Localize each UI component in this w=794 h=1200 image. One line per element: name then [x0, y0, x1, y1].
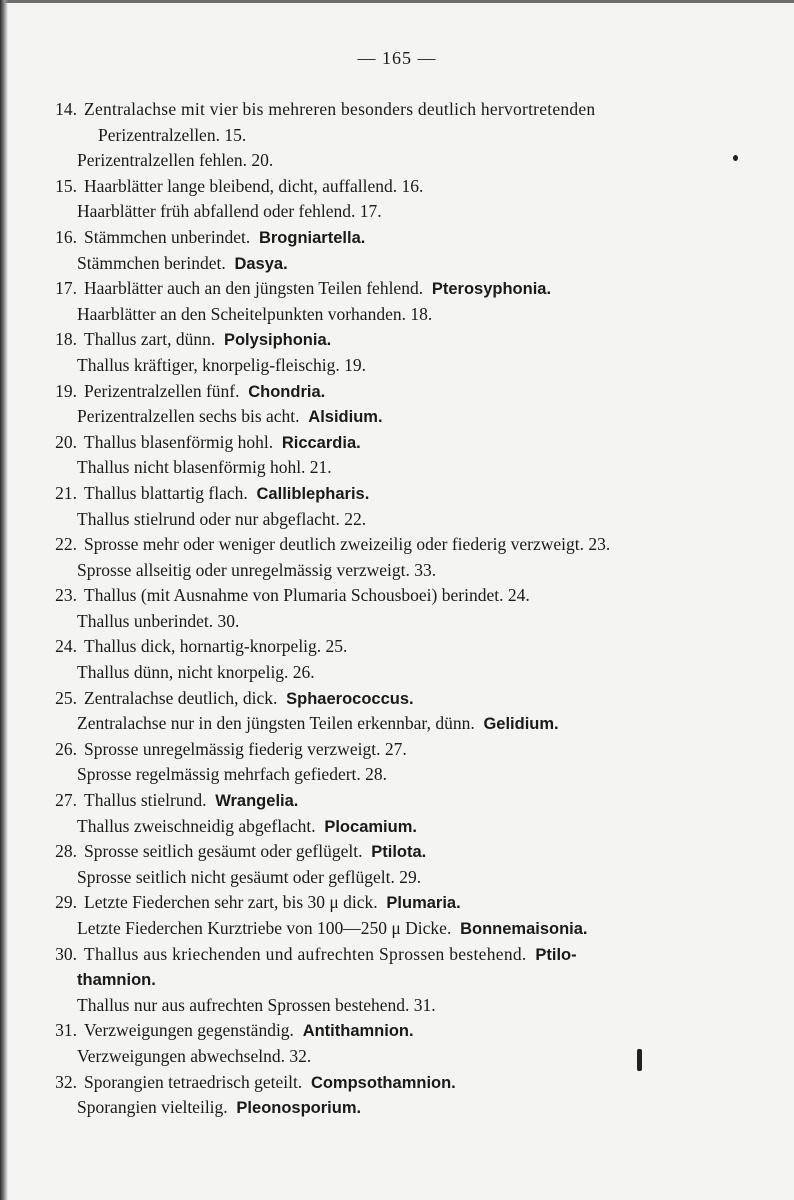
entry-text: Thallus blattartig flach.: [84, 482, 248, 503]
ink-speck: [733, 155, 738, 161]
entry-text: Zentralachse mit vier bis mehreren besonders deutlich hervortretenden: [84, 99, 596, 119]
key-entry-28-a: [40, 839, 760, 865]
entry-number: 26.: [55, 738, 77, 759]
entry-text: Thallus dick, hornartig-knorpelig. 25.: [84, 636, 348, 657]
entry-number: 31.: [55, 1020, 77, 1041]
genus-name: Antithamnion.: [302, 1022, 414, 1041]
entry-text: Haarblätter früh abfallend oder fehlend. 17.: [77, 201, 382, 222]
key-entry-16-a: [40, 225, 760, 251]
genus-name: Wrangelia.: [215, 792, 299, 811]
identification-key: [40, 97, 760, 1121]
entry-number: 17.: [55, 278, 77, 299]
key-entry-23-b: [40, 609, 760, 635]
key-entry-28-b: [40, 865, 760, 891]
key-entry-31-b: [40, 1044, 760, 1070]
key-entry-18-a: [40, 327, 760, 353]
key-entry-32-a: [40, 1070, 760, 1096]
entry-text: Thallus kräftiger, knorpelig-fleischig. 19.: [77, 354, 366, 375]
key-entry-27-a: [40, 788, 760, 814]
entry-text: Thallus aus kriechenden und aufrechten Sprossen bestehend.: [84, 943, 527, 964]
key-entry-14-a-continued: [40, 123, 760, 149]
key-entry-26-b: [40, 762, 760, 788]
key-entry-19-b: [40, 404, 760, 430]
genus-name: Bonnemaisonia.: [460, 920, 588, 938]
key-entry-22-a: [40, 532, 760, 558]
key-entry-16-b: [40, 251, 760, 277]
genus-name: Calliblepharis.: [256, 484, 370, 503]
entry-text: Letzte Fiederchen sehr zart, bis 30 μ dick.: [84, 892, 378, 913]
key-entry-18-b: [40, 353, 760, 379]
page-number: — 165 —: [357, 48, 437, 68]
entry-number: 19.: [55, 380, 77, 401]
genus-name: Riccardia.: [281, 433, 361, 452]
key-entry-31-a: [40, 1018, 760, 1044]
entry-text: Thallus (mit Ausnahme von Plumaria Schousboei) berindet. 24.: [84, 585, 530, 606]
key-entry-17-b: [40, 302, 760, 328]
entry-text: Sprosse regelmässig mehrfach gefiedert. 28.: [77, 764, 388, 785]
genus-name: thamnion.: [77, 971, 156, 990]
entry-number: 25.: [55, 687, 77, 708]
page-binding-edge: [0, 0, 8, 1200]
entry-text: Thallus zweischneidig abgeflacht.: [77, 815, 316, 836]
entry-text: Sprosse mehr oder weniger deutlich zweizeilig oder fiederig verzweigt. 23.: [84, 534, 611, 555]
entry-number: 16.: [55, 226, 77, 247]
entry-number: 30.: [55, 943, 77, 964]
entry-text: Sprosse seitlich nicht gesäumt oder geflügelt. 29.: [77, 866, 422, 887]
genus-name: Sphaerococcus.: [286, 689, 414, 708]
entry-text: Perizentralzellen fehlen. 20.: [77, 150, 274, 171]
entry-text: Sporangien vielteilig.: [77, 1097, 228, 1118]
key-entry-15-a: [40, 174, 760, 200]
entry-text: Verzweigungen abwechselnd. 32.: [77, 1045, 312, 1066]
entry-text: Haarblätter an den Scheitelpunkten vorhanden. 18.: [77, 303, 433, 324]
entry-number: 23.: [55, 585, 77, 606]
entry-text: Sprosse unregelmässig fiederig verzweigt. 27.: [84, 738, 407, 759]
genus-name: Alsidium.: [308, 408, 383, 427]
key-entry-30-b: [40, 993, 760, 1019]
genus-name: Pleonosporium.: [236, 1099, 362, 1118]
entry-text: Perizentralzellen sechs bis acht.: [77, 406, 300, 427]
entry-text: Letzte Fiederchen Kurztriebe von 100—250 μ Dicke.: [77, 918, 452, 938]
entry-text: Thallus nicht blasenförmig hohl. 21.: [77, 457, 332, 478]
entry-text: Thallus zart, dünn.: [84, 329, 216, 350]
page-top-edge: [0, 0, 794, 3]
entry-text: Perizentralzellen. 15.: [98, 124, 247, 145]
genus-name: Dasya.: [234, 254, 288, 273]
key-entry-19-a: [40, 379, 760, 405]
key-entry-29-a: [40, 890, 760, 916]
entry-number: 32.: [55, 1071, 77, 1092]
genus-name: Pterosyphonia.: [431, 280, 552, 299]
ink-speck: [637, 1049, 642, 1071]
entry-text: Thallus stielrund.: [84, 790, 207, 811]
entry-text: Perizentralzellen fünf.: [84, 380, 240, 401]
entry-text: Sprosse allseitig oder unregelmässig verzweigt. 33.: [77, 559, 437, 580]
entry-text: Thallus nur aus aufrechten Sprossen bestehend. 31.: [77, 994, 436, 1015]
key-entry-20-b: [40, 455, 760, 481]
entry-text: Haarblätter lange bleibend, dicht, auffallend. 16.: [84, 175, 424, 196]
entry-number: 14.: [55, 99, 77, 119]
entry-text: Sporangien tetraedrisch geteilt.: [84, 1071, 303, 1092]
key-entry-30-a-continued: [40, 967, 760, 993]
key-entry-26-a: [40, 737, 760, 763]
entry-number: 22.: [55, 534, 77, 555]
entry-text: Thallus unberindet. 30.: [77, 610, 240, 631]
genus-name: Brogniartella.: [258, 228, 366, 247]
genus-name: Plocamium.: [324, 817, 417, 836]
entry-number: 18.: [55, 329, 77, 350]
entry-text: Verzweigungen gegenständig.: [84, 1020, 294, 1041]
entry-number: 20.: [55, 431, 77, 452]
entry-number: 27.: [55, 790, 77, 811]
entry-text: Thallus stielrund oder nur abgeflacht. 22.: [77, 508, 367, 529]
entry-number: 28.: [55, 841, 77, 862]
key-entry-21-b: [40, 507, 760, 533]
genus-name: Ptilo-: [535, 945, 577, 964]
entry-number: 21.: [55, 482, 77, 503]
key-entry-27-b: [40, 814, 760, 840]
key-entry-30-a: [40, 942, 760, 968]
entry-text: Zentralachse deutlich, dick.: [84, 687, 278, 708]
key-entry-14-b: [40, 148, 760, 174]
genus-name: Plumaria.: [386, 894, 461, 913]
key-entry-24-b: [40, 660, 760, 686]
entry-text: Sprosse seitlich gesäumt oder geflügelt.: [84, 841, 363, 862]
entry-text: Thallus blasenförmig hohl.: [84, 431, 274, 452]
entry-text: Thallus dünn, nicht knorpelig. 26.: [77, 662, 315, 683]
genus-name: Chondria.: [248, 382, 326, 401]
genus-name: Gelidium.: [483, 715, 559, 734]
key-entry-32-b: [40, 1095, 760, 1121]
entry-number: 29.: [55, 892, 77, 913]
entry-text: Stämmchen berindet.: [77, 252, 226, 273]
key-entry-15-b: [40, 199, 760, 225]
key-entry-25-a: [40, 686, 760, 712]
entry-text: Zentralachse nur in den jüngsten Teilen erkennbar, dünn.: [77, 713, 475, 734]
entry-number: 15.: [55, 175, 77, 196]
key-entry-20-a: [40, 430, 760, 456]
key-entry-24-a: [40, 634, 760, 660]
entry-text: Stämmchen unberindet.: [84, 226, 251, 247]
key-entry-21-a: [40, 481, 760, 507]
entry-text: Haarblätter auch an den jüngsten Teilen fehlend.: [84, 278, 424, 299]
key-entry-29-b: [40, 916, 760, 942]
key-entry-17-a: [40, 276, 760, 302]
genus-name: Ptilota.: [371, 843, 427, 862]
key-entry-14-a: [40, 97, 760, 123]
genus-name: Polysiphonia.: [223, 331, 332, 350]
key-entry-25-b: [40, 711, 760, 737]
key-entry-22-b: [40, 558, 760, 584]
entry-number: 24.: [55, 636, 77, 657]
key-entry-23-a: [40, 583, 760, 609]
genus-name: Compsothamnion.: [310, 1073, 456, 1092]
